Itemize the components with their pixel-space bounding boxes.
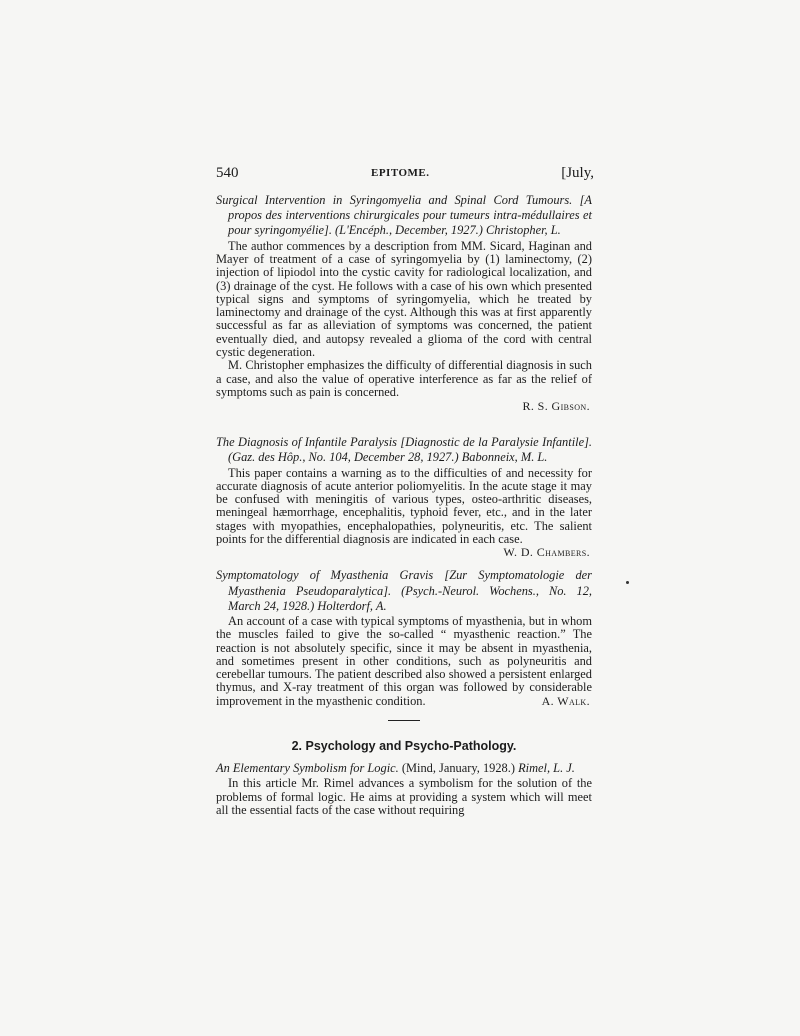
article-3-paragraph-text: An account of a case with typical symptoms of myasthenia, but in whom the muscles failed to give the so-called “ myasthenic reaction.” The reaction is not absolutely specific, since it may be absent in myasthenia, and sometimes present in other conditions, such as polyneuritis and cerebellar tumours. The patient described also showed a persistent enlarged thymus, and X-ray treatment of this organ was followed by considerable improvement in the myasthenic condition. bbox=[216, 613, 592, 708]
article-1-title: Surgical Intervention in Syringomyelia and Spinal Cord Tumours. bbox=[216, 193, 573, 207]
article-1-original-title: [A propos des interventions chirurgicales pour tumeurs intra-médullaires et pour syringomyélie]. bbox=[228, 193, 592, 238]
article-4-title: An Elementary Symbolism for Logic. bbox=[216, 761, 399, 776]
article-1-author: Christopher, L. bbox=[486, 223, 561, 238]
article-4-reference bbox=[216, 761, 592, 776]
article-2-source: (Gaz. des Hôp., No. 104, December 28, 1927.) bbox=[228, 450, 459, 465]
article-4-source: (Mind, January, 1928.) bbox=[401, 761, 515, 776]
header-date: [July, bbox=[561, 165, 594, 181]
article-1-paragraph-1: The author commences by a description from MM. Sicard, Haginan and Mayer of treatment of a case of syringomyelia by (1) laminectomy, (2) injection of lipiodol into the cystic cavity for radiological localization, and (3) drainage of the cyst. He follows with a case of his own which presented typical signs and symptoms of syringomyelia, which he treated by laminectomy and drainage of the cyst. Although this was at first apparently successful as far as alleviation of symptoms was concerned, the patient eventually died, and autopsy revealed a glioma of the cord with central cystic degeneration. bbox=[216, 238, 592, 359]
article-2-original-title: [Diagnostic de la Paralysie Infantile]. bbox=[400, 435, 592, 450]
article-3-signature: A. Walk. bbox=[541, 693, 590, 708]
article-2-paragraph-1 bbox=[216, 465, 592, 560]
article-3-original-title: [Zur Symptomatologie der Myasthenia Pseudoparalytica]. bbox=[228, 568, 592, 598]
article-1-reference bbox=[216, 193, 592, 239]
article-2-author: Babonneix, M. L. bbox=[461, 450, 548, 465]
section-divider bbox=[388, 720, 420, 721]
article-3-paragraph-1 bbox=[216, 615, 592, 708]
article-2-signature: W. D. Chambers. bbox=[503, 545, 590, 560]
article-1-source: (L'Encéph., December, 1927.) bbox=[335, 223, 483, 238]
article-4-paragraph-1: In this article Mr. Rimel advances a symbolism for the solution of the problems of formal logic. He aims at providing a system which will meet all the essential facts of the case without requiring bbox=[216, 776, 592, 817]
article-4-author: Rimel, L. J. bbox=[518, 761, 575, 776]
article-3-reference bbox=[216, 568, 592, 614]
article-2-paragraph-text: This paper contains a warning as to the difficulties of and necessity for accurate diagnosis of acute anterior poliomyelitis. In the acute stage it may be confused with meningitis of various types, osteo-arthritic diseases, meningeal hæmorrhage, encephalitis, typhoid fever, etc., and in the later stages with myopathies, encephalopathies, polyneuritis, etc. The salient points for the differential diagnosis are indicated in each case. bbox=[216, 465, 592, 547]
section-heading: 2. Psychology and Psycho-Pathology. bbox=[291, 739, 517, 754]
article-2-title: The Diagnosis of Infantile Paralysis bbox=[216, 435, 397, 450]
article-2-reference bbox=[216, 435, 592, 465]
article-1-paragraph-2: M. Christopher emphasizes the difficulty of differential diagnosis in such a case, and also the value of operative interference as far as the relief of symptoms such as pain is concerned. bbox=[216, 358, 592, 399]
article-3-author: Holterdorf, A. bbox=[317, 598, 387, 613]
running-header bbox=[216, 163, 592, 185]
text-column bbox=[216, 163, 592, 817]
margin-mark bbox=[626, 581, 629, 584]
page-number: 540 bbox=[216, 165, 239, 181]
article-1-signature: R. S. Gibson. bbox=[522, 399, 590, 414]
article-3-title: Symptomatology of Myasthenia Gravis bbox=[216, 568, 434, 583]
running-title: EPITOME. bbox=[371, 167, 430, 179]
article-3-source: (Psych.-Neurol. Wochens., No. 12, March 24, 1928.) bbox=[228, 583, 592, 613]
